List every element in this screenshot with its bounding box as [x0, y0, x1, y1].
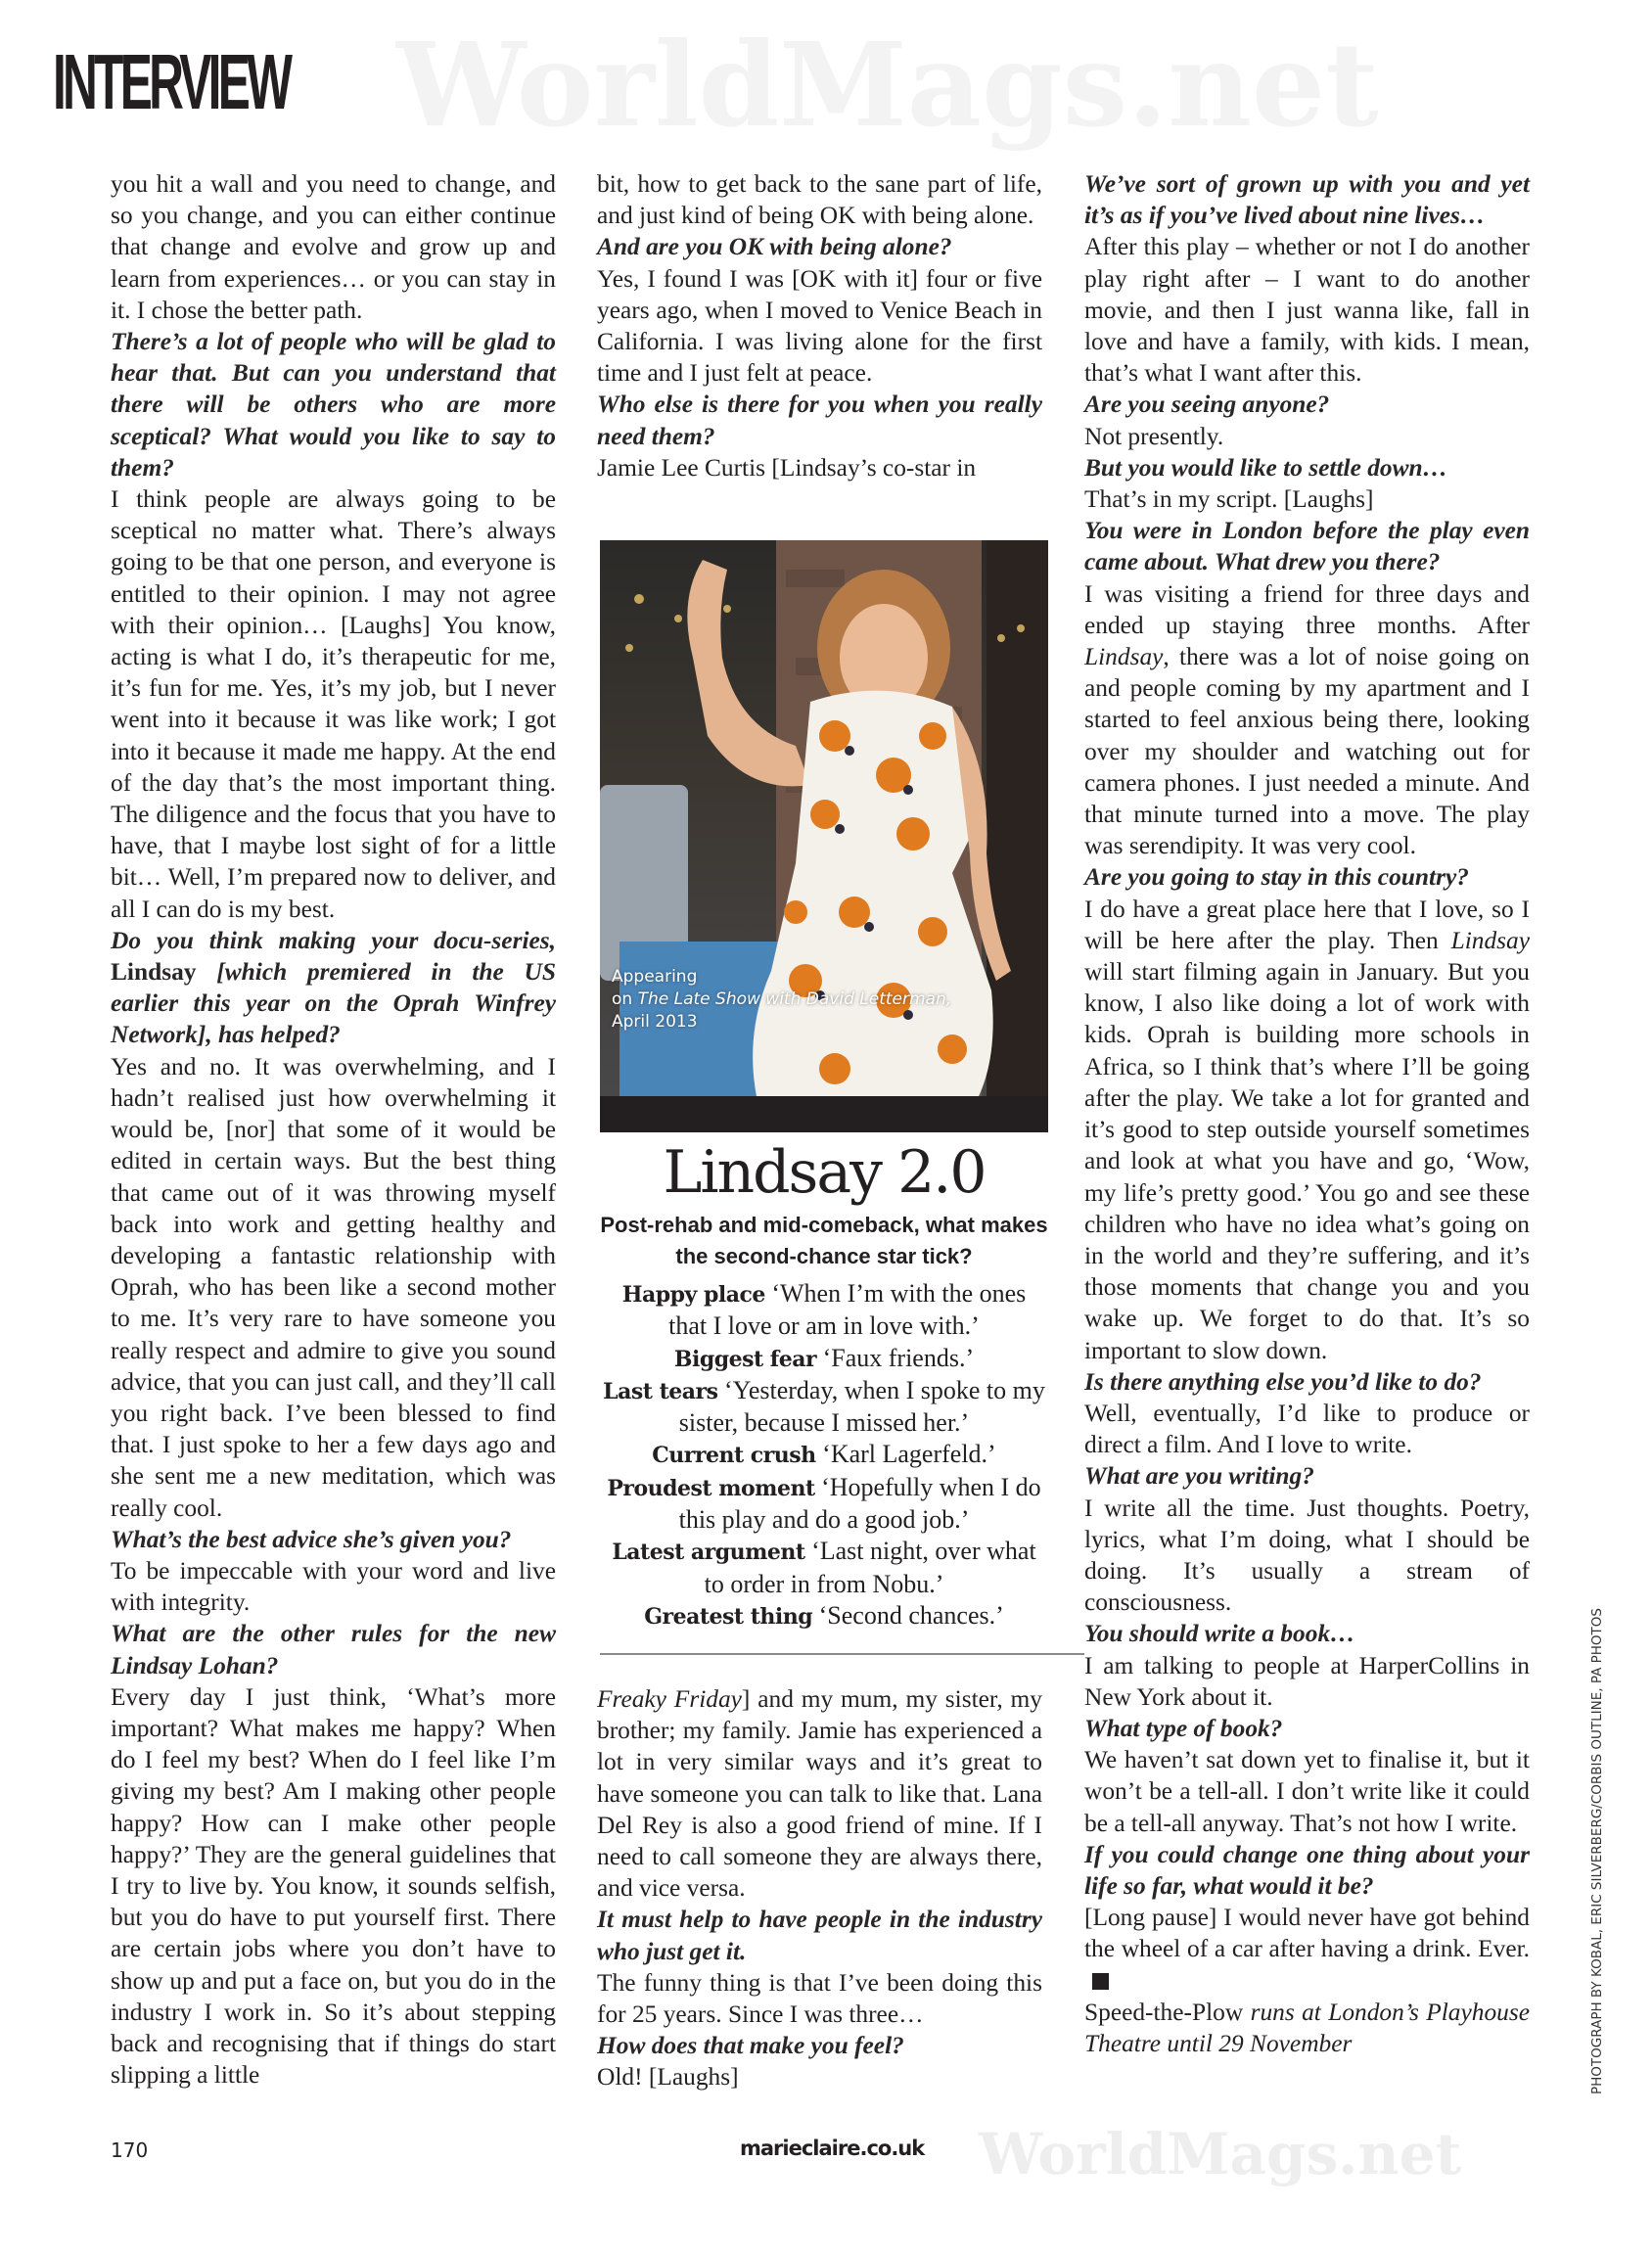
text-segment: Lindsay	[111, 958, 197, 987]
text-segment: Are you going to stay in this country?	[1084, 863, 1469, 892]
end-mark-icon	[1092, 1973, 1109, 1990]
text-segment: Is there anything else you’d like to do?	[1084, 1367, 1482, 1396]
text-segment: You should write a book…	[1084, 1620, 1355, 1648]
text-segment: What’s the best advice she’s given you?	[111, 1525, 512, 1553]
interview-question	[1084, 861, 1530, 893]
quickfire-item	[600, 1343, 1048, 1375]
interview-question	[1084, 1460, 1530, 1492]
section-label: INTERVIEW	[53, 38, 290, 125]
text-segment: There’s a lot of people who will be glad to hear that. But can you understand that there will be others who are more sceptical? What would you like to say to them?	[111, 328, 556, 482]
interview-answer	[1084, 483, 1530, 515]
text-segment: How does that make you feel?	[597, 2032, 904, 2060]
watermark: WorldMags.net	[396, 17, 1379, 153]
quickfire-label: Biggest fear	[673, 1346, 817, 1372]
quickfire-item	[600, 1536, 1048, 1600]
interview-question	[1084, 1713, 1530, 1744]
text-segment: I write all the time. Just thoughts. Poetry, lyrics, what I’m doing, what I should be doing. It’s usually a stream of consciousness.	[1084, 1494, 1530, 1617]
text-segment: will start filming again in January. But you know, I also like doing a lot of work with kids. Oprah is building more schools in Africa, so I think that’s where I’ll be going after the play. We take a lot for granted and it’s good to step outside yourself sometimes and look at what you have and go, ‘Wow, my life’s pretty good.’ You go and see these children who have no idea what’s going on in the world and they’re suffering, and it’s those moments that change you and you wake up. We forget to do that. It’s so important to slow down.	[1084, 958, 1530, 1364]
article-photo	[600, 540, 1048, 1132]
caption-text: on	[612, 989, 638, 1009]
quickfire-label: Greatest thing	[644, 1603, 813, 1630]
text-segment: After this play – whether or not I do another play right after – I want to do another movie, and then I just wanna like, fall in love and have a family, with kids. I mean, that’s what I want after this.	[1084, 233, 1530, 388]
interview-answer	[597, 452, 1042, 483]
box-header-band	[600, 1096, 1048, 1132]
interview-question	[1084, 452, 1530, 483]
interview-answer	[111, 1681, 556, 2092]
text-segment: We’ve sort of grown up with you and yet it’s as if you’ve lived about nine lives…	[1084, 170, 1530, 230]
quickfire-answer: ‘Last night, over what to order in from Nobu.’	[704, 1537, 1036, 1598]
interview-answer	[597, 2061, 1042, 2092]
text-segment: We haven’t sat down yet to finalise it, but it won’t be a tell-all. I don’t write like it could be a tell-all anyway. That’s not how I write.	[1084, 1746, 1530, 1837]
interview-answer	[1084, 578, 1530, 862]
quickfire-label: Current crush	[652, 1443, 816, 1469]
watermark: WorldMags.net	[979, 2121, 1462, 2187]
interview-answer	[1084, 1493, 1530, 1619]
text-segment: Jamie Lee Curtis [Lindsay’s co-star in	[597, 453, 977, 482]
article-column-1	[111, 168, 556, 2091]
site-logo: marieclaire.co.uk	[740, 2137, 925, 2160]
interview-question	[111, 326, 556, 483]
quickfire-item	[600, 1439, 1048, 1471]
text-segment: Yes, I found I was [OK with it] four or five years ago, when I moved to Venice Beach in California. I was living alone for the first time and I just felt at peace.	[597, 264, 1042, 388]
interview-answer	[1084, 1398, 1530, 1460]
article-column-2-bottom	[597, 1683, 1042, 2093]
text-segment: I was visiting a friend for three days and ended up staying three months. After	[1084, 579, 1530, 639]
divider	[600, 1653, 1084, 1655]
quickfire-label: Last tears	[603, 1378, 718, 1404]
interview-answer	[597, 263, 1042, 390]
quickfire-answer: ‘Hopefully when I do this play and do a good job.’	[678, 1472, 1041, 1535]
text-segment: And are you OK with being alone?	[597, 233, 952, 261]
photo-credit: PHOTOGRAPH BY KOBAL, ERIC SILVERBERG/CORBIS OUTLINE, PA PHOTOS	[1589, 1608, 1605, 2094]
text-segment: Every day I just think, ‘What’s more important? What makes me happy? When do I feel my best? When do I feel like I’m giving my best? Am I making other people happy? How can I make other people happy?’ They are the general guidelines that I try to live by. You know, it sounds selfish, but you do have to put yourself first. There are certain jobs where you don’t have to show up and put a face on, but you do in the industry I work in. So it’s about stepping back and recognising that if things do start slipping a little	[111, 1682, 556, 2090]
interview-question	[1084, 1618, 1530, 1649]
text-segment: It must help to have people in the industry who just get it.	[597, 1906, 1042, 1965]
text-segment: You were in London before the play even came about. What drew you there?	[1084, 517, 1530, 576]
quickfire-answer: ‘Faux friends.’	[822, 1343, 975, 1372]
interview-answer	[1084, 421, 1530, 452]
interview-question	[597, 1904, 1042, 1966]
quickfire-item	[600, 1472, 1048, 1537]
text-segment: you hit a wall and you need to change, and so you change, and you can either continue that change and evolve and grow up and learn from experiences… or you can stay in it. I chose the better path.	[111, 170, 556, 324]
box-title: Lindsay 2.0	[663, 1138, 986, 1207]
interview-answer	[1084, 1997, 1530, 2059]
box-subtitle: Post-rehab and mid-comeback, what makes the second-chance star tick?	[600, 1213, 1048, 1268]
text-segment: [Long pause] I would never have got behind the wheel of a car after having a drink. Ever.	[1084, 1904, 1530, 1963]
text-segment: Lindsay	[1450, 926, 1530, 954]
text-segment: Yes and no. It was overwhelming, and I hadn’t realised just how overwhelming it would be, [nor] that some of it would be edited in certain ways. But the best thing that came out of it was throwing myself back into work and getting healthy and developing a fantastic relationship with Oprah, who has been like a second mother to me. It’s very rare to have someone you really respect and admire to give you sound advice, that you can just call, and they’ll call you right back. I’ve been blessed to find that. I just spoke to her a few days ago and she sent me a new meditation, which was really cool.	[111, 1052, 556, 1522]
interview-question	[597, 2030, 1042, 2061]
interview-question	[1084, 515, 1530, 577]
text-segment: I think people are always going to be sceptical no matter what. There’s always going to be that one person, and everyone is entitled to their opinion. I may not agree with their opinion… [Laughs] You know, acting is what I do, it’s therapeutic for me, it’s fun for me. Yes, it’s my job, but I never went into it because it was like work; I got into it because it made me happy. At the end of the day that’s the most important thing. The diligence and the focus that you have to have, that I maybe lost sight of for a little bit… Well, I’m prepared now to deliver, and all I can do is my best.	[111, 485, 556, 923]
text-segment: Old! [Laughs]	[597, 2063, 739, 2092]
interview-question	[111, 925, 556, 1051]
interview-question	[111, 1618, 556, 1680]
quickfire-item	[600, 1375, 1048, 1440]
text-segment: What are you writing?	[1084, 1462, 1314, 1491]
interview-question	[597, 389, 1042, 451]
quickfire-item	[600, 1600, 1048, 1632]
text-segment: Do you think making your docu-series,	[111, 926, 556, 954]
interview-answer	[111, 168, 556, 326]
interview-answer	[597, 168, 1042, 231]
interview-question	[1084, 168, 1530, 231]
interview-answer	[1084, 1744, 1530, 1839]
caption-line: Appearing	[612, 967, 698, 987]
interview-answer	[111, 1555, 556, 1618]
interview-question	[111, 1524, 556, 1555]
interview-answer	[1084, 1650, 1530, 1713]
quickfire-item	[600, 1278, 1048, 1343]
quickfire-answer: ‘Second chances.’	[818, 1600, 1004, 1630]
interview-question	[1084, 1366, 1530, 1398]
quickfire-answer: ‘When I’m with the ones that I love or am in love with.’	[668, 1279, 1027, 1341]
interview-answer	[1084, 894, 1530, 1366]
text-segment: ] and my mum, my sister, my brother; my family. Jamie has experienced a lot in very similar ways and it’s great to have someone you can talk to like that. Lana Del Rey is also a good friend of mine. If I need to call someone they are always there, and vice versa.	[597, 1685, 1042, 1903]
quickfire-answer: ‘Karl Lagerfeld.’	[822, 1440, 996, 1469]
interview-question	[597, 231, 1042, 262]
text-segment: [which premiered in the US earlier this year on the Oprah Winfrey Network], has helped?	[111, 958, 556, 1049]
interview-answer	[597, 1683, 1042, 1904]
page-number: 170	[111, 2138, 149, 2162]
text-segment: Who else is there for you when you really need them?	[597, 391, 1042, 450]
text-segment: I am talking to people at HarperCollins in New York about it.	[1084, 1651, 1530, 1711]
interview-answer	[1084, 1902, 1530, 1997]
photo-caption	[612, 966, 951, 1034]
interview-answer	[597, 1967, 1042, 2030]
text-segment: I do have a great place here that I love, so I will be here after the play. Then	[1084, 895, 1530, 954]
text-segment: Freaky Friday	[597, 1685, 742, 1713]
caption-show-title: The Late Show with David Letterman,	[637, 989, 952, 1009]
text-segment: If you could change one thing about your life so far, what would it be?	[1084, 1840, 1530, 1900]
photo-illustration	[600, 540, 1048, 1132]
text-segment: But you would like to settle down…	[1084, 453, 1448, 482]
interview-question	[1084, 1839, 1530, 1902]
quickfire-label: Proudest moment	[607, 1475, 815, 1501]
text-segment: Are you seeing anyone?	[1084, 391, 1330, 419]
text-segment: To be impeccable with your word and live with integrity.	[111, 1556, 556, 1617]
text-segment: What are the other rules for the new Lindsay Lohan?	[111, 1620, 556, 1679]
text-segment: bit, how to get back to the sane part of life, and just kind of being OK with being alone.	[597, 170, 1042, 230]
interview-answer	[111, 1051, 556, 1524]
text-segment: What type of book?	[1084, 1714, 1283, 1742]
interview-answer	[1084, 231, 1530, 389]
caption-line	[612, 989, 951, 1011]
text-segment: Lindsay	[1084, 643, 1164, 671]
quickfire-list	[600, 1278, 1048, 1632]
article-column-3	[1084, 168, 1530, 2059]
quickfire-label: Latest argument	[612, 1540, 805, 1566]
article-column-2-top	[597, 168, 1042, 483]
text-segment: Well, eventually, I’d like to produce or direct a film. And I love to write.	[1084, 1399, 1530, 1459]
caption-date: April 2013	[612, 1012, 698, 1032]
quickfire-answer: ‘Yesterday, when I spoke to my sister, because I missed her.’	[678, 1375, 1045, 1438]
quickfire-label: Happy place	[621, 1282, 765, 1308]
interview-question	[1084, 389, 1530, 420]
text-segment: Not presently.	[1084, 422, 1224, 450]
text-segment: runs at London’s Playhouse Theatre until 29 November	[1084, 1998, 1530, 2057]
text-segment: That’s in my script. [Laughs]	[1084, 485, 1374, 514]
text-segment: The funny thing is that I’ve been doing this for 25 years. Since I was three…	[597, 1968, 1042, 2029]
interview-answer	[111, 483, 556, 925]
text-segment: Speed-the-Plow	[1084, 1998, 1244, 2026]
text-segment: , there was a lot of noise going on and people coming by my apartment and I started to feel anxious being there, looking over my shoulder and watching out for camera phones. I just needed a minute. And that minute turned into a move. The play was serendipity. It was very cool.	[1084, 643, 1530, 860]
